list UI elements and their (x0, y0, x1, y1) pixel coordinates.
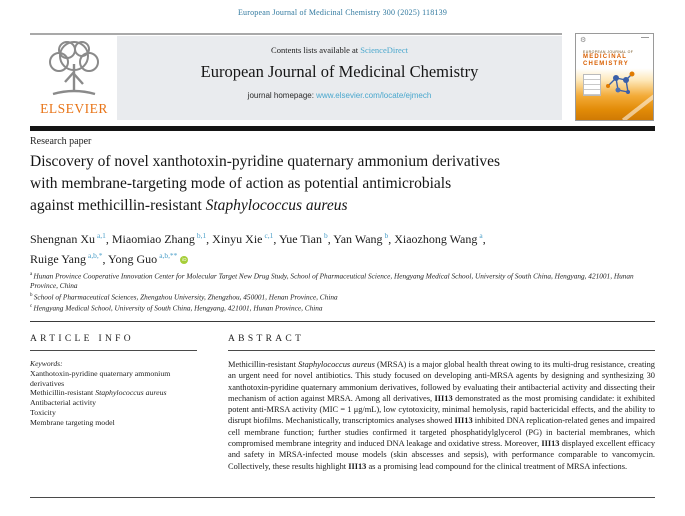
journal-banner (117, 36, 562, 120)
contents-prefix: Contents lists available at (271, 45, 361, 55)
article-type-label: Research paper (30, 136, 92, 147)
abstract-rule (228, 350, 655, 351)
orcid-icon[interactable]: iD (182, 256, 187, 262)
section-divider-top (30, 321, 655, 322)
keyword-item: Xanthotoxin-pyridine quaternary ammonium derivatives (30, 368, 171, 388)
keyword-item: Antibacterial activity (30, 398, 97, 408)
header-top-rule (30, 33, 562, 35)
cover-title-line2: CHEMISTRY (583, 61, 629, 67)
contents-line (117, 45, 562, 55)
header-black-bar (30, 126, 655, 131)
keywords-label: Keywords: (30, 359, 63, 368)
abstract-text: Methicillin-resistant Staphylococcus aureus (MRSA) is a major global health threat owing to its multi-drug resistance, creating an urgent need for novel antibiotics. This study focused on developing anti-MRSA agents by designing and synthesizing 30 xanthotoxin-pyridine quaternary ammonium derivatives, followed by evaluating their antibacterial activity and dissecting their mechanism of action against MRSA. Among all derivatives, III13 demonstrated as the most promising candidate: it exhibited potent anti-MRSA activity (MIC = 1 μg/mL), low cytotoxicity, minimal hemolysis, rapid bactericidal effects, and the ability to disrupt biofilms. Mechanistically, transcriptomics analyses showed III13 inhibited DNA replication-related genes and impaired cell membrane function; further studies confirmed it targeted phosphatidylglycerol (PG) in bacterial membranes, which compromised membrane integrity and induced DNA leakage and oxidative stress. Moreover, III13 displayed excellent efficacy and safety in MRSA-infected mouse models (skin abscesses and sepsis), with performance comparable to vancomycin. Collectively, these results highlight III13 as a promising lead compound for the clinical treatment of MRSA infections. (228, 360, 656, 471)
abstract-heading: ABSTRACT (228, 334, 305, 344)
author-names: Shengnan Xu $^{a,1}$, Miaomiao Zhang $^{b,1}$, Xinyu Xie $^{c,1}$, Yue Tian $^b$, Yan Wang $^b$, Xiaozhong Wang $^a$, Ruige Yang $^{a,b,*}$, Yong Guo $^{a,b,**}$ (30, 231, 486, 266)
keyword-item: Toxicity (30, 407, 56, 417)
affiliation-a: $^a$ Hunan Province Cooperative Innovation Center for Molecular Target New Drug Study, School of Pharmaceutical Science, Hengyang Medical School, University of South China, Hengyang, 421001, Hunan Province, China (30, 271, 634, 291)
article-info-rule (30, 350, 197, 351)
journal-title: European Journal of Medicinal Chemistry (200, 62, 479, 81)
section-divider-bottom (30, 497, 655, 498)
homepage-prefix: journal homepage: (247, 91, 317, 100)
journal-homepage-link[interactable]: www.elsevier.com/locate/ejmech (316, 91, 432, 100)
elsevier-tree-icon (41, 38, 107, 100)
cover-molecule-graphic (600, 66, 642, 100)
keyword-item: Membrane targeting model (30, 417, 115, 427)
affiliation-c: $^c$ Hengyang Medical School, University of South China, Hengyang, 421001, Hunan Province, China (30, 303, 323, 313)
sciencedirect-link[interactable]: ScienceDirect (360, 45, 408, 55)
cover-journal-prefix: EUROPEAN JOURNAL OF (583, 50, 634, 54)
cover-contents-box (583, 74, 601, 96)
homepage-line (117, 91, 562, 100)
affiliation-b: $^b$ School of Pharmaceutical Sciences, Zhengzhou University, Zhengzhou, 450001, Henan Province, China (30, 292, 338, 302)
elsevier-logo-label: ELSEVIER (40, 101, 108, 116)
article-info-heading: ARTICLE INFO (30, 334, 134, 344)
citation-line: European Journal of Medicinal Chemistry 300 (2025) 118139 (237, 8, 448, 17)
elsevier-logo[interactable] (33, 38, 115, 122)
author-list (30, 228, 655, 267)
journal-cover-thumbnail[interactable] (575, 33, 654, 121)
keyword-item: Methicillin-resistant Staphylococcus aureus (30, 388, 167, 398)
cover-corner-mark (641, 37, 649, 38)
article-title: Discovery of novel xanthotoxin-pyridine quaternary ammonium derivatives with membrane-targeting mode of action as potential antimicrobials against methicillin-resistant Staphylococcus aureus (30, 153, 501, 214)
cover-elsevier-mark-icon: ⚙ (580, 36, 587, 44)
affiliations (30, 270, 655, 313)
article-info-column (30, 334, 197, 428)
abstract-column (228, 334, 655, 472)
cover-title-line1: MEDICINAL (583, 54, 628, 60)
